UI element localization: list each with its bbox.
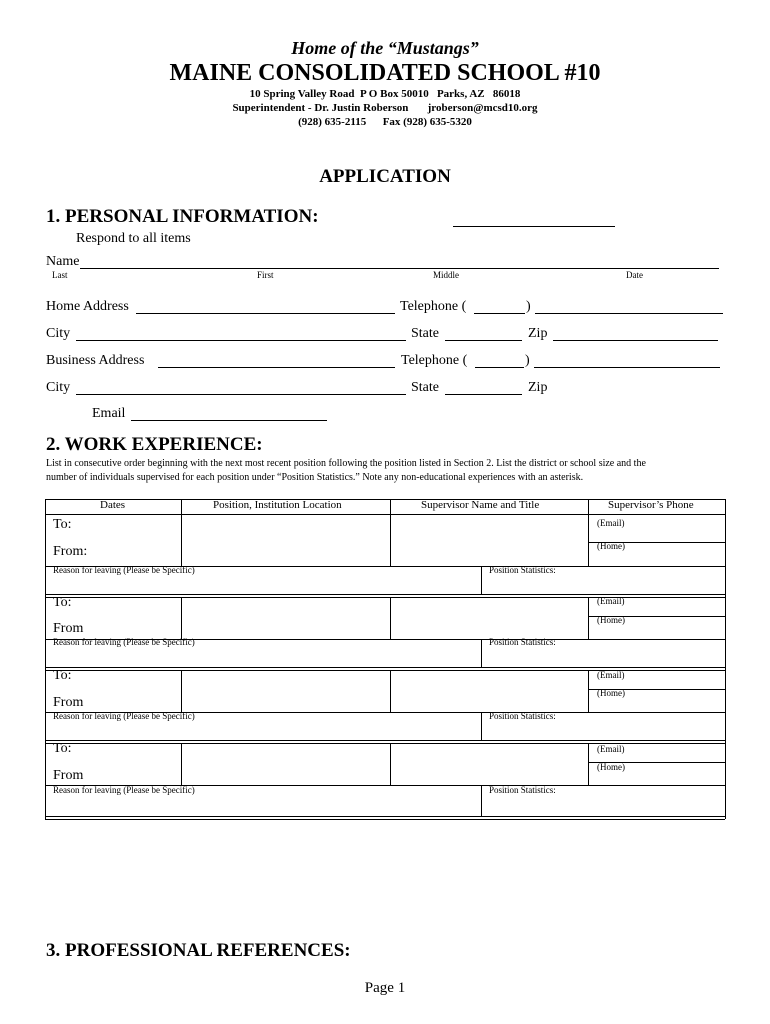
reason-label: Reason for leaving (Please be Specific): [53, 711, 195, 721]
home-address-field[interactable]: [136, 313, 395, 314]
phone-fax-line: (928) 635-2115 Fax (928) 635-5320: [298, 116, 472, 128]
business-city-label: City: [46, 380, 71, 395]
school-tagline: Home of the “Mustangs”: [291, 38, 479, 58]
school-name: MAINE CONSOLIDATED SCHOOL #10: [169, 60, 601, 86]
business-paren-close: ): [525, 353, 530, 368]
business-address-label: Business Address: [46, 353, 145, 368]
to-label: To:: [53, 741, 72, 756]
to-label: To:: [53, 668, 72, 683]
to-label: To:: [53, 517, 72, 532]
home-zip-field[interactable]: [553, 340, 718, 341]
business-zip-label: Zip: [528, 380, 548, 395]
to-label: To:: [53, 595, 72, 610]
home-state-label: State: [411, 326, 439, 341]
home-zip-label: Zip: [528, 326, 548, 341]
home-paren-close: ): [526, 299, 531, 314]
business-telephone-label: Telephone (: [401, 353, 468, 368]
email-phone-label: (Email): [597, 518, 625, 528]
business-area-code-field[interactable]: [475, 367, 524, 368]
email-phone-label: (Email): [597, 670, 625, 680]
reason-label: Reason for leaving (Please be Specific): [53, 785, 195, 795]
from-label: From: [53, 621, 84, 636]
email-phone-label: (Email): [597, 596, 625, 606]
home-phone-label: (Home): [597, 762, 625, 772]
business-address-field[interactable]: [158, 367, 395, 368]
name-sub-first: First: [257, 270, 274, 280]
page-number: Page 1: [364, 980, 406, 996]
school-address: 10 Spring Valley Road P O Box 50010 Parks, AZ 86018: [249, 88, 521, 100]
superintendent-line: Superintendent - Dr. Justin Roberson jroberson@mcsd10.org: [232, 102, 538, 114]
name-label: Name: [46, 254, 80, 269]
section2-instructions-line1: List in consecutive order beginning with the next most recent position following the position listed in Section 2. List the district or school size and the: [46, 458, 646, 469]
stats-label: Position Statistics:: [489, 711, 556, 721]
home-city-field[interactable]: [76, 340, 406, 341]
from-label: From: [53, 695, 84, 710]
home-phone-label: (Home): [597, 615, 625, 625]
section3-heading: 3. PROFESSIONAL REFERENCES:: [46, 940, 351, 961]
col-phone-header: Supervisor’s Phone: [608, 499, 694, 511]
from-label: From: [53, 768, 84, 783]
name-field[interactable]: [80, 268, 719, 269]
email-field[interactable]: [131, 420, 327, 421]
home-telephone-label: Telephone (: [400, 299, 467, 314]
reason-label: Reason for leaving (Please be Specific): [53, 637, 195, 647]
from-label: From:: [53, 544, 88, 559]
home-telephone-field[interactable]: [535, 313, 723, 314]
section2-instructions-line2: number of individuals supervised for each position under “Position Statistics.” Note any non-educational experiences with an asterisk.: [46, 472, 584, 483]
name-sub-last: Last: [52, 270, 68, 280]
name-sub-middle: Middle: [433, 270, 459, 280]
home-city-label: City: [46, 326, 71, 341]
col-position-header: Position, Institution Location: [213, 499, 342, 511]
home-phone-label: (Home): [597, 541, 625, 551]
business-city-field[interactable]: [76, 394, 406, 395]
reason-label: Reason for leaving (Please be Specific): [53, 565, 195, 575]
col-supervisor-header: Supervisor Name and Title: [421, 499, 540, 511]
section1-subtext: Respond to all items: [76, 231, 191, 246]
business-state-label: State: [411, 380, 439, 395]
home-address-label: Home Address: [46, 299, 129, 314]
stats-label: Position Statistics:: [489, 565, 556, 575]
email-phone-label: (Email): [597, 744, 625, 754]
home-area-code-field[interactable]: [474, 313, 525, 314]
stats-label: Position Statistics:: [489, 637, 556, 647]
business-state-field[interactable]: [445, 394, 522, 395]
home-phone-label: (Home): [597, 688, 625, 698]
col-dates-header: Dates: [100, 499, 126, 511]
section2-heading: 2. WORK EXPERIENCE:: [46, 434, 263, 455]
email-label: Email: [92, 406, 126, 421]
stats-label: Position Statistics:: [489, 785, 556, 795]
name-sub-date: Date: [626, 270, 643, 280]
section1-heading: 1. PERSONAL INFORMATION:: [46, 206, 319, 227]
business-telephone-field[interactable]: [534, 367, 720, 368]
form-title: APPLICATION: [319, 166, 451, 187]
home-state-field[interactable]: [445, 340, 522, 341]
header-date-field[interactable]: [453, 226, 615, 227]
